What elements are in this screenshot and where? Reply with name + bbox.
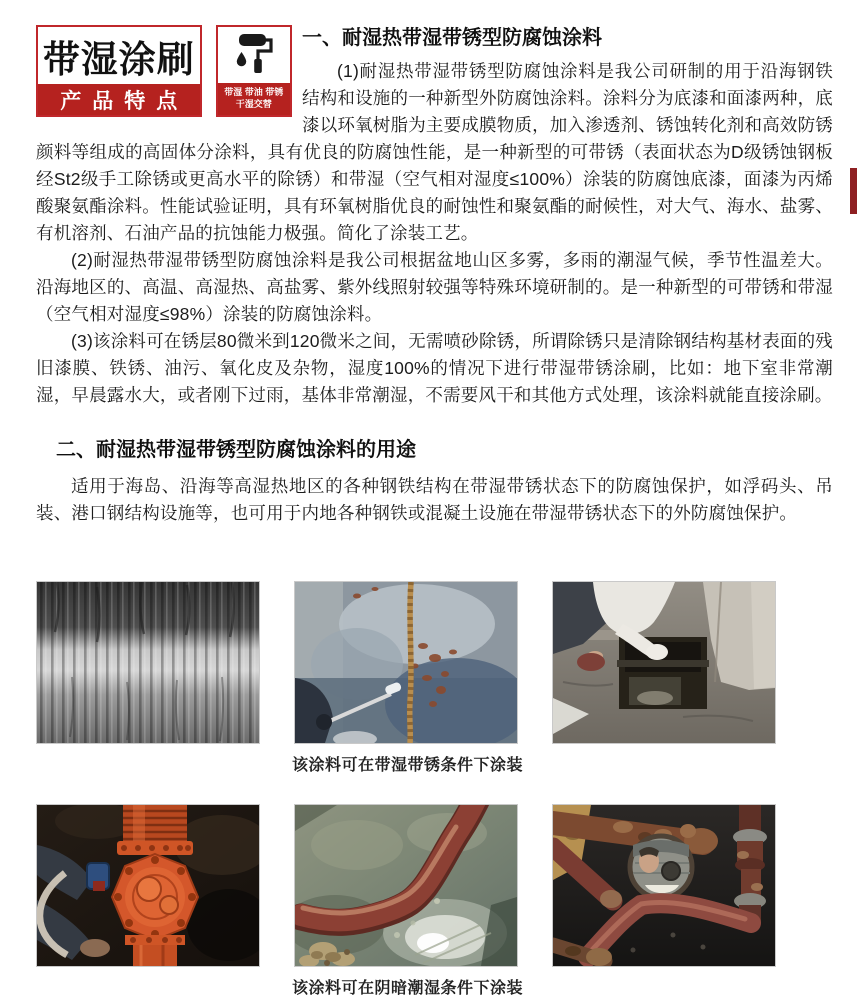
roller-badge-tags-line1: 带湿 带油 带锈 xyxy=(224,87,284,97)
paint-roller-icon xyxy=(218,27,290,83)
photo-wet-steel-surface xyxy=(36,581,260,744)
photo-worker-at-wet-concrete-pit xyxy=(552,581,776,744)
photo-painting-rusty-wet-hull xyxy=(294,581,518,744)
gallery-row-2 xyxy=(36,804,772,967)
gallery-row-1 xyxy=(36,581,772,744)
header-badges xyxy=(36,25,292,117)
product-badge xyxy=(36,25,202,117)
section1-paragraph-2: (2)耐湿热带湿带锈型防腐蚀涂料是我公司根据盆地山区多雾，多雨的潮湿气候，季节性温差大。沿海地区的、高温、高湿热、高盐雾、紫外线照射较强等特殊环境研制的。是一种新型的可带锈和带湿（空气相对湿度≤98%）涂装的防腐蚀涂料。 xyxy=(36,250,833,324)
roller-badge-tags-line2: 干湿交替 xyxy=(235,99,272,109)
section1-paragraph-3: (3)该涂料可在锈层80微米到120微米之间，无需喷砂除锈，所谓除锈只是清除钢结构基材表面的残旧漆膜、铁锈、油污、氧化皮及杂物，湿度100%的情况下进行带湿带锈涂刷，比如：地下室非常潮湿，早晨露水大，或者刚下过雨，基体非常潮湿，不需要风干和其他方式处理，该涂料就能直接涂刷。 xyxy=(36,331,833,405)
page-edge-marker xyxy=(850,168,857,214)
photo-orange-coated-valve-in-pit xyxy=(36,804,260,967)
photo-gallery xyxy=(36,581,772,998)
photo-coated-pipe-in-murky-water xyxy=(294,804,518,967)
product-badge-title: 带湿涂刷 xyxy=(42,38,195,80)
photo-coated-pipes-in-dark-space xyxy=(552,804,776,967)
section1-paragraph-1: (1)耐湿热带湿带锈型防腐蚀涂料是我公司研制的用于沿海钢铁结构和设施的一种新型外防腐蚀涂料。涂料分为底漆和面漆两种，底漆以环氧树脂为主要成膜物质，加入渗透剂、锈蚀转化剂和高效防锈颜料等组成的高固体分涂料，具有优良的防腐蚀性能，是一种新型的可带锈（表面状态为D级锈蚀钢板经St2级手工除锈或更高水平的除锈）和带湿（空气相对湿度≤100%）涂装的防腐蚀底漆，面漆为丙烯酸聚氨酯涂料。性能试验证明，具有环氧树脂优良的耐蚀性和聚氨酯的耐候性，对大气、海水、盐雾、有机溶剂、石油产品的抗蚀能力极强。简化了涂装工艺。 xyxy=(36,61,833,243)
section2-paragraph-1: 适用于海岛、沿海等高湿热地区的各种钢铁结构在带湿带锈状态下的防腐蚀保护，如浮码头、吊装、港口钢结构设施等，也可用于内地各种钢铁或混凝土设施在带湿带锈状态下的外防腐蚀保护。 xyxy=(36,476,833,523)
product-badge-subtitle: 产品特点 xyxy=(38,84,200,115)
gallery-caption-2: 该涂料可在阴暗潮湿条件下涂装 xyxy=(292,980,524,997)
roller-badge-tags xyxy=(218,83,290,115)
section1-heading: 一、耐湿热带湿带锈型防腐蚀涂料 xyxy=(302,27,602,49)
section2-heading: 二、耐湿热带湿带锈型防腐蚀涂料的用途 xyxy=(56,439,416,461)
gallery-caption-1: 该涂料可在带湿带锈条件下涂装 xyxy=(292,757,524,774)
roller-badge xyxy=(216,25,292,117)
